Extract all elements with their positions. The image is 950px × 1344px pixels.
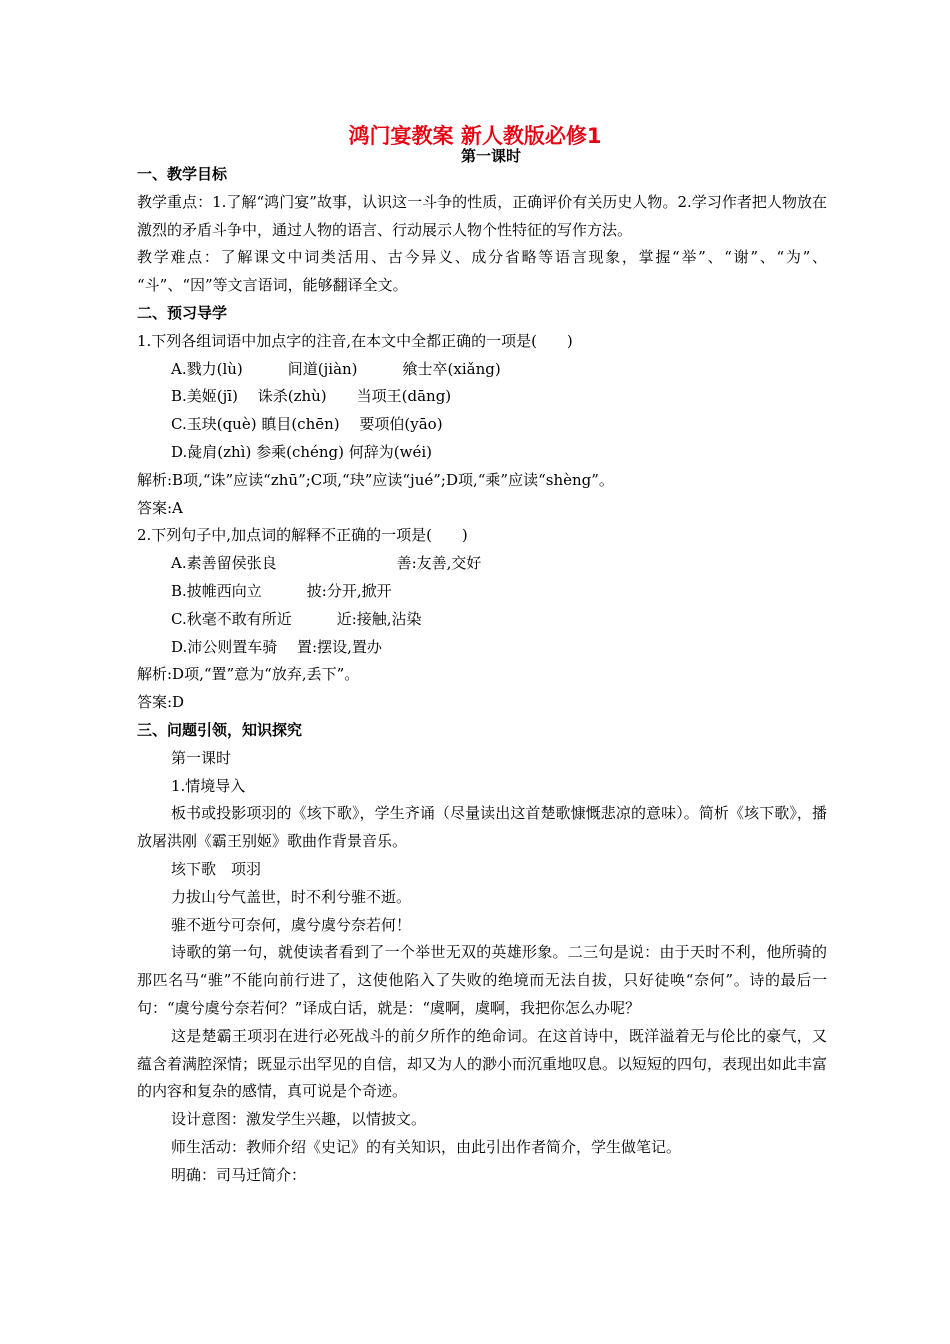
question-1-answer: 答案:A	[137, 498, 183, 517]
question-2-option-c: C.秋毫不敢有所近 近:接触,沾染	[171, 609, 422, 628]
section-heading-preview: 二、预习导学	[137, 303, 228, 322]
question-2-option-a: A.素善留侯张良 善:友善,交好	[171, 554, 482, 573]
question-1-option-d: D.彘肩(zhì) 参乘(chéng) 何辞为(wéi)	[171, 442, 432, 461]
lesson-label: 第一课时	[171, 748, 232, 767]
poem-line-1: 力拔山兮气盖世，时不利兮骓不逝。	[171, 887, 412, 906]
section-heading-inquiry: 三、问题引领，知识探究	[137, 720, 303, 739]
question-1-option-c: C.玉玦(què) 瞋目(chēn) 要项伯(yāo)	[171, 415, 443, 434]
question-2-option-d: D.沛公则置车骑 置:摆设,置办	[171, 637, 382, 656]
poem-analysis-paragraph-2: 这是楚霸王项羽在进行必死战斗的前夕所作的绝命词。在这首诗中，既洋溢着无与伦比的豪气，又蕴含着满腔深情；既显示出罕见的自信，却又为人的渺小而沉重地叹息。以短短的四句，表现出如此丰富的内容和复杂的感情，真可说是个奇迹。	[137, 1026, 828, 1101]
section-heading-objectives: 一、教学目标	[137, 165, 228, 183]
document-body	[137, 161, 827, 1189]
design-intent: 设计意图：激发学生兴趣，以情披文。	[171, 1110, 427, 1129]
question-2-analysis: 解析:D项,“置”意为“放弃,丢下”。	[137, 665, 360, 684]
document-title: 鸿门宴教案 新人教版必修1	[348, 124, 602, 148]
clarify-line: 明确：司马迁简介：	[171, 1165, 307, 1184]
question-1: 1.下列各组词语中加点字的注音,在本文中全都正确的一项是( )	[137, 331, 573, 350]
question-2: 2.下列句子中,加点词的解释不正确的一项是( )	[137, 526, 468, 545]
question-1-option-b: B.美姬(jī) 诛杀(zhù) 当项王(dāng)	[171, 387, 452, 406]
key-points-paragraph: 教学重点：1.了解“鸿门宴”故事，认识这一斗争的性质，正确评价有关历史人物。2.学习作者把人物放在激烈的矛盾斗争中，通过人物的语言、行动展示人物个性特征的写作方法。	[137, 192, 827, 239]
question-2-answer: 答案:D	[137, 693, 185, 712]
question-1-analysis: 解析:B项,“诛”应读“zhū”;C项,“玦”应读“jué”;D项,“乘”应读“shèng”。	[137, 470, 614, 489]
poem-title: 垓下歌 项羽	[171, 859, 262, 878]
teacher-student-activity: 师生活动：教师介绍《史记》的有关知识，由此引出作者简介，学生做笔记。	[171, 1137, 682, 1156]
poem-line-2: 骓不逝兮可奈何，虞兮虞兮奈若何！	[171, 915, 412, 934]
intro-paragraph: 板书或投影项羽的《垓下歌》，学生齐诵（尽量读出这首楚歌慷慨悲凉的意味）。简析《垓下歌》，播放屠洪刚《霸王别姬》歌曲作背景音乐。	[137, 804, 827, 851]
question-1-option-a: A.戮力(lù) 间道(jiàn) 飨士卒(xiǎng)	[171, 359, 501, 378]
intro-heading: 1.情境导入	[171, 776, 246, 795]
poem-analysis-paragraph-1: 诗歌的第一句，就使读者看到了一个举世无双的英雄形象。二三句是说：由于天时不利，他所骑的那匹名马“骓”不能向前行进了，这使他陷入了失败的绝境而无法自拔，只好徒唤“奈何”。诗的最后一句：“虞兮虞兮奈若何？”译成白话，就是：“虞啊，虞啊，我把你怎么办呢？	[137, 943, 827, 1017]
difficulties-paragraph: 教学难点：了解课文中词类活用、古今异义、成分省略等语言现象，掌握“举”、“谢”、“为”、 “斗”、“因”等文言语词，能够翻译全文。	[137, 248, 827, 295]
document-subtitle: 第一课时	[460, 147, 521, 165]
question-2-option-b: B.披帷西向立 披:分开,掀开	[171, 581, 392, 600]
